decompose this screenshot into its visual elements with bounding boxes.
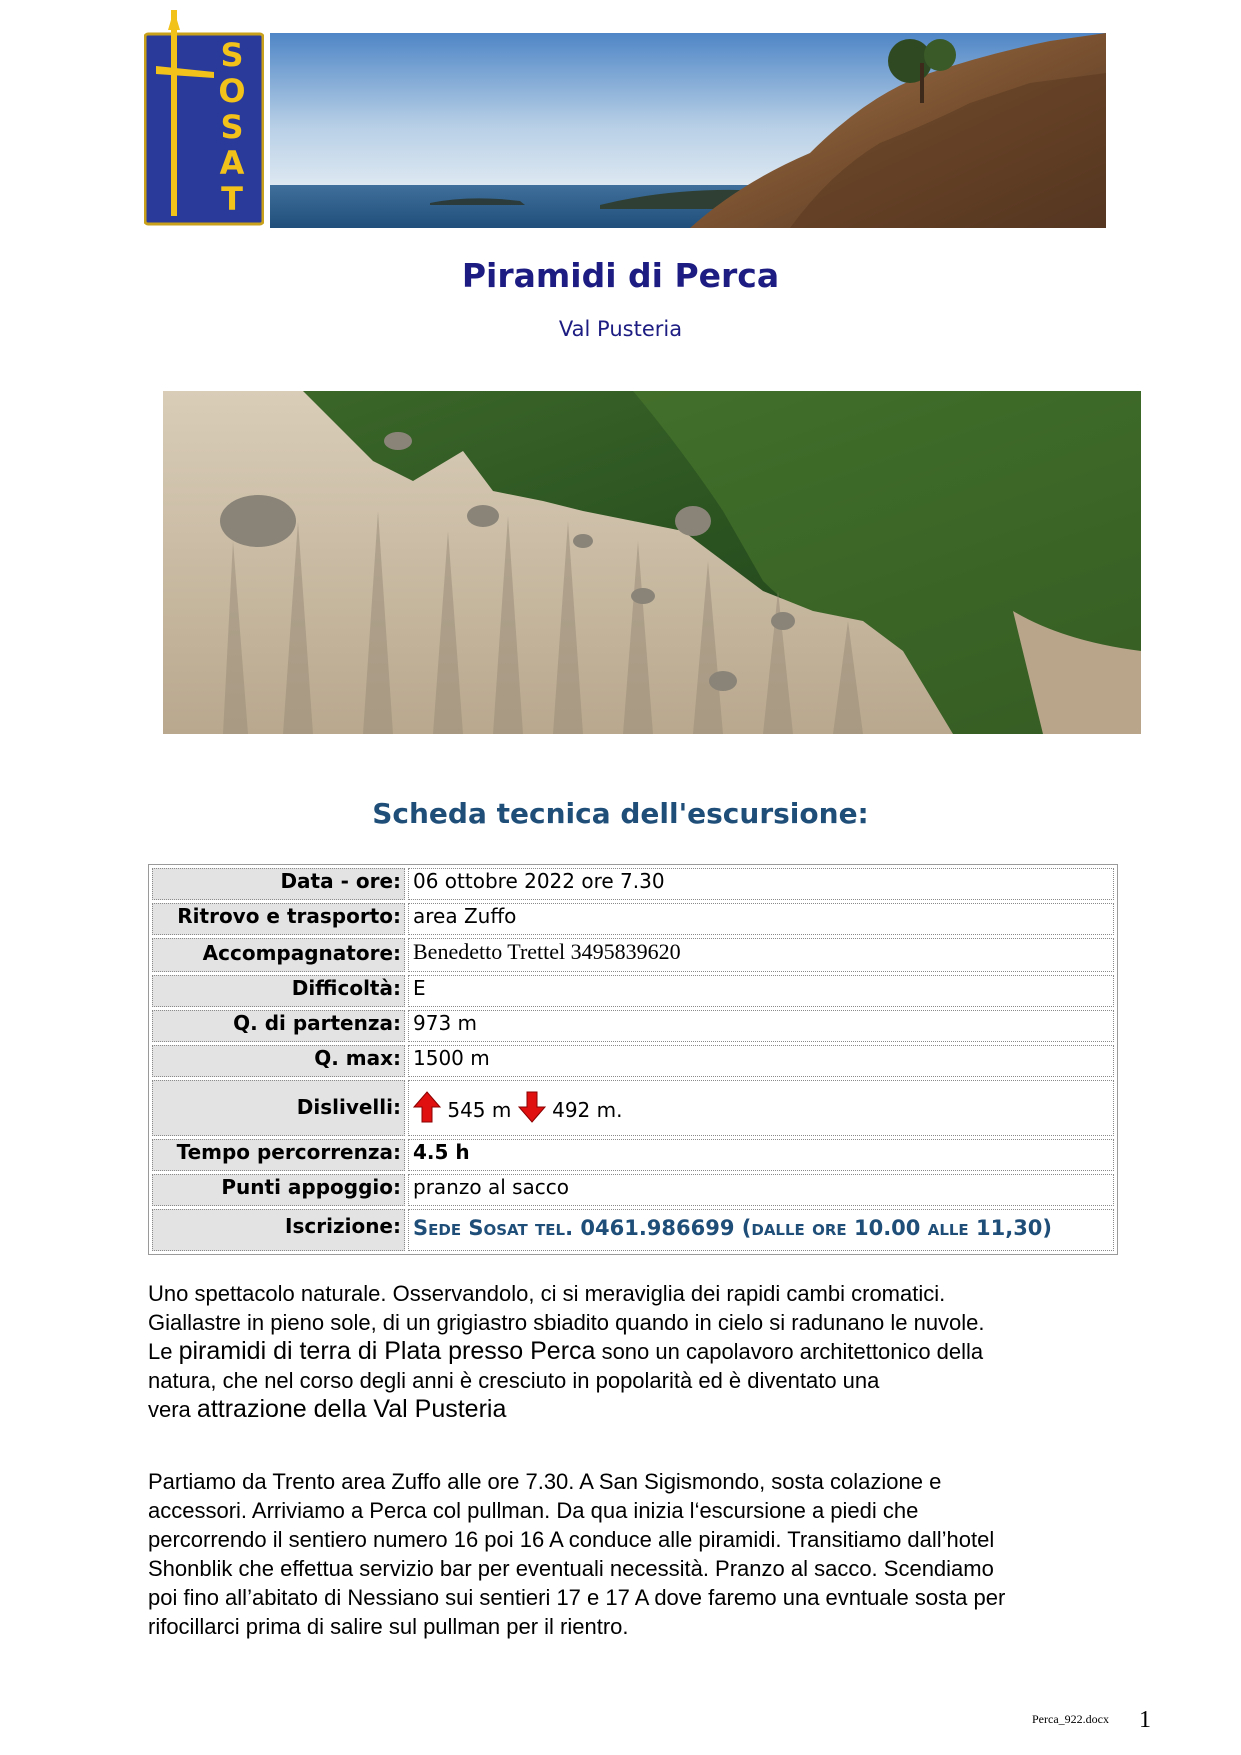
row-value-duration: 4.5 h <box>408 1139 1114 1171</box>
arrow-down-icon <box>518 1091 546 1128</box>
row-label: Iscrizione: <box>152 1209 405 1251</box>
table-row <box>152 903 1114 935</box>
row-label: Accompagnatore: <box>152 938 405 972</box>
svg-text:O: O <box>218 72 246 110</box>
row-value-registration: Sede Sosat tel. 0461.986699 (dalle ore 10.00 alle 11,30) <box>408 1209 1114 1251</box>
row-value-elevation <box>408 1080 1114 1136</box>
description-line: percorrendo il sentiero numero 16 poi 16 A conduce alle piramidi. Transitiamo dall’hotel <box>148 1527 995 1552</box>
intro-line: natura, che nel corso degli anni è cresciuto in popolarità ed è diventato una <box>148 1368 880 1393</box>
technical-sheet-table <box>148 864 1118 1255</box>
page-title: Piramidi di Perca <box>461 256 780 295</box>
row-value-start-altitude: 973 m <box>408 1010 1114 1042</box>
arrow-up-icon <box>413 1091 441 1128</box>
table-row <box>152 1174 1114 1206</box>
intro-line: vera attrazione della Val Pusteria <box>148 1395 507 1423</box>
section-title: Scheda tecnica dell'escursione: <box>372 797 869 830</box>
footer-filename: Perca_922.docx <box>1032 1712 1109 1726</box>
page-number: 1 <box>1139 1707 1151 1733</box>
table-row <box>152 1209 1114 1251</box>
description-line: Partiamo da Trento area Zuffo alle ore 7.30. A San Sigismondo, sosta colazione e <box>148 1469 942 1494</box>
row-label: Dislivelli: <box>152 1080 405 1136</box>
svg-text:S: S <box>220 108 244 146</box>
row-label: Q. di partenza: <box>152 1010 405 1042</box>
row-value-difficulty: E <box>408 975 1114 1007</box>
row-value-max-altitude: 1500 m <box>408 1045 1114 1077</box>
table-row <box>152 868 1114 900</box>
table-row <box>152 1139 1114 1171</box>
intro-line: Giallastre in pieno sole, di un grigiastro sbiadito quando in cielo si radunano le nuvole. <box>148 1310 985 1335</box>
earth-pyramids-photo <box>163 391 1141 734</box>
table-row <box>152 938 1114 972</box>
row-value-support: pranzo al sacco <box>408 1174 1114 1206</box>
description-line: Shonblik che effettua servizio bar per eventuali necessità. Pranzo al sacco. Scendiamo <box>148 1556 994 1581</box>
description-paragraph <box>148 1467 1128 1641</box>
table-row <box>152 1045 1114 1077</box>
intro-paragraph <box>148 1279 1128 1424</box>
row-label: Data - ore: <box>152 868 405 900</box>
table-row <box>152 975 1114 1007</box>
svg-text:T: T <box>221 180 243 218</box>
sosat-logo <box>144 8 264 226</box>
row-label: Tempo percorrenza: <box>152 1139 405 1171</box>
intro-line: Le piramidi di terra di Plata presso Perca sono un capolavoro architettonico della <box>148 1337 984 1365</box>
table-row <box>152 1080 1114 1136</box>
row-value-date: 06 ottobre 2022 ore 7.30 <box>408 868 1114 900</box>
row-value-guide: Benedetto Trettel 3495839620 <box>408 938 1114 972</box>
svg-text:A: A <box>219 144 245 182</box>
highlight-text: attrazione della Val Pusteria <box>196 1395 507 1423</box>
table-row <box>152 1010 1114 1042</box>
row-value-meeting: area Zuffo <box>408 903 1114 935</box>
page-subtitle: Val Pusteria <box>558 317 683 341</box>
header-banner-photo <box>270 33 1106 228</box>
row-label: Ritrovo e trasporto: <box>152 903 405 935</box>
description-line: rifocillarci prima di salire sul pullman per il rientro. <box>148 1614 629 1639</box>
svg-text:S: S <box>220 36 244 74</box>
highlight-text: piramidi di terra di Plata presso Perca <box>178 1337 596 1365</box>
row-label: Difficoltà: <box>152 975 405 1007</box>
elevation-up: 545 m <box>447 1098 512 1122</box>
intro-line: Uno spettacolo naturale. Osservandolo, ci si meraviglia dei rapidi cambi cromatici. <box>148 1281 946 1306</box>
description-line: accessori. Arriviamo a Perca col pullman. Da qua inizia l‘escursione a piedi che <box>148 1498 919 1523</box>
description-line: poi fino all’abitato di Nessiano sui sentieri 17 e 17 A dove faremo una evntuale sosta per <box>148 1585 1006 1610</box>
row-label: Q. max: <box>152 1045 405 1077</box>
elevation-down: 492 m. <box>552 1098 623 1122</box>
row-label: Punti appoggio: <box>152 1174 405 1206</box>
